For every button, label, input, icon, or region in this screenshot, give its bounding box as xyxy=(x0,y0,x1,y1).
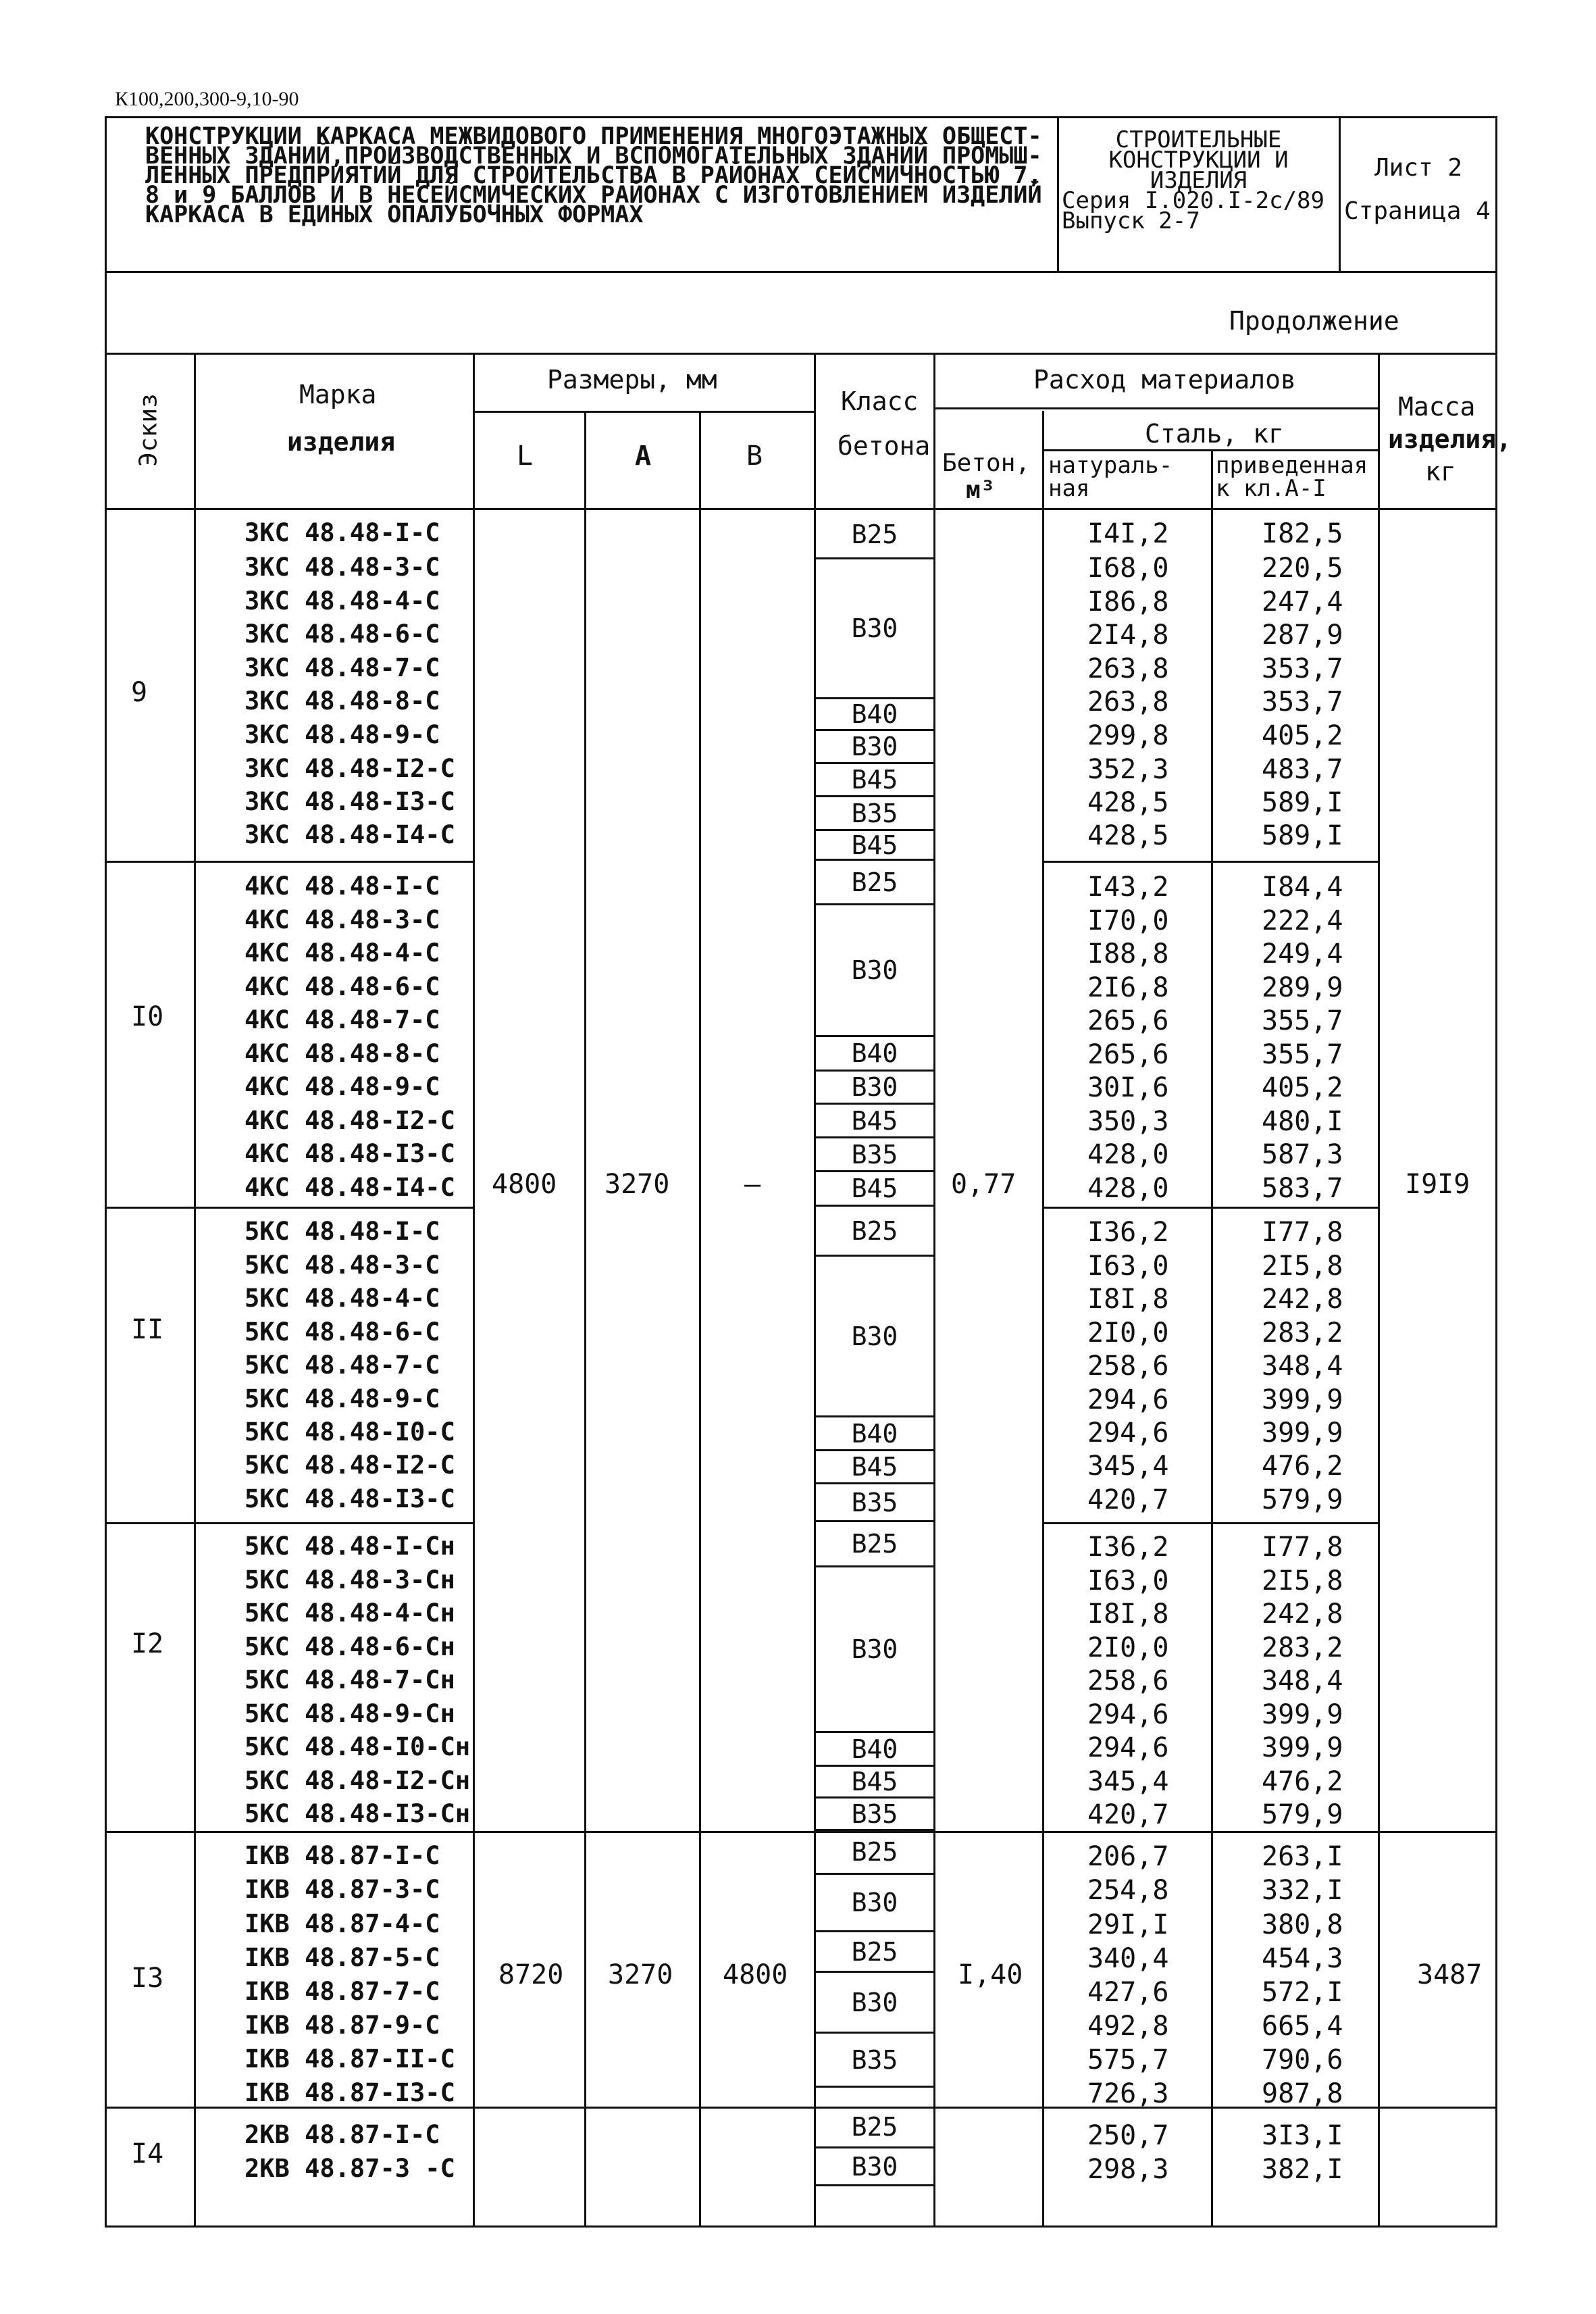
concrete-class-label: B25 xyxy=(851,1215,898,1246)
steel-natural-value: 420,7 xyxy=(1087,1484,1169,1515)
steel-reduced-value: 480,I xyxy=(1262,1106,1343,1137)
series-line: ИЗДЕЛИЯ xyxy=(1150,167,1247,194)
title-divider-2 xyxy=(1339,116,1341,273)
steel-natural-value: 294,6 xyxy=(1087,1732,1169,1763)
steel-natural-value: 428,0 xyxy=(1087,1173,1169,1204)
concrete-class-cell xyxy=(814,1172,935,1207)
product-mark: 4КС 48.48-4-С xyxy=(244,938,440,967)
steel-reduced-value: 348,4 xyxy=(1262,1351,1343,1382)
product-mark: 3КС 48.48-6-С xyxy=(244,620,440,649)
steel-reduced-value: 665,4 xyxy=(1262,2011,1343,2042)
product-mark: 2КВ 48.87-I-С xyxy=(244,2120,440,2149)
product-mark: 3КС 48.48-7-С xyxy=(244,653,440,682)
width-value: 3270 xyxy=(608,1959,673,1990)
steel-reduced-value: 247,4 xyxy=(1262,586,1343,618)
col-line xyxy=(473,353,475,2228)
concrete-class-label: B30 xyxy=(851,1987,898,2017)
steel-natural-value: 575,7 xyxy=(1087,2044,1169,2076)
steel-reduced-value: 220,5 xyxy=(1262,553,1343,584)
steel-reduced-value: 2I5,8 xyxy=(1262,1565,1343,1596)
concrete-class-cell xyxy=(814,1932,935,1973)
series-line: СТРОИТЕЛЬНЫЕ xyxy=(1115,126,1282,153)
product-mark: 3КС 48.48-3-С xyxy=(244,553,440,582)
steel-reduced-value: 382,I xyxy=(1262,2154,1343,2185)
group-separator xyxy=(105,861,473,863)
sheet-label: Лист 2 xyxy=(1374,154,1463,182)
steel-natural-value: 29I,I xyxy=(1087,1909,1169,1940)
concrete-class-label: B25 xyxy=(851,520,898,549)
concrete-class-cell xyxy=(814,2107,935,2148)
length-value: 4800 xyxy=(492,1169,557,1200)
header-bottom-line xyxy=(105,508,1497,510)
header-sketch: Эскиз xyxy=(134,393,163,467)
steel-reduced-value: 589,I xyxy=(1262,787,1343,818)
product-mark: 4КС 48.48-I4-С xyxy=(244,1173,455,1202)
header-class: Класс xyxy=(841,386,919,416)
product-mark: 3КС 48.48-9-С xyxy=(244,720,440,749)
steel-reduced-value: 283,2 xyxy=(1262,1632,1343,1663)
steel-natural-value: I63,0 xyxy=(1087,1565,1169,1596)
concrete-class-label: B30 xyxy=(851,955,898,985)
header-steel: Сталь, кг xyxy=(1145,419,1284,449)
header-concrete: Бетон, xyxy=(942,449,1031,477)
steel-reduced-value: 355,7 xyxy=(1262,1039,1343,1070)
concrete-class-cell xyxy=(814,797,935,831)
concrete-class-label: B30 xyxy=(851,1634,898,1664)
product-mark: 4КС 48.48-I2-С xyxy=(244,1106,455,1135)
group-separator xyxy=(105,1522,473,1524)
steel-natural-value: 294,6 xyxy=(1087,1384,1169,1415)
product-mark: 5КС 48.48-4-Сн xyxy=(244,1599,455,1628)
concrete-class-cell xyxy=(814,1767,935,1799)
header-concrete-unit: м³ xyxy=(966,476,996,504)
concrete-class-label: B45 xyxy=(851,1174,898,1203)
header-sizes: Размеры, мм xyxy=(547,365,717,395)
steel-reduced-value: 289,9 xyxy=(1262,972,1343,1003)
title-divider-1 xyxy=(1057,116,1059,273)
steel-reduced-value: 454,3 xyxy=(1262,1943,1343,1974)
title-line: ЛЕННЫХ ПРЕДПРИЯТИЙ ДЛЯ СТРОИТЕЛЬСТВА В РАЙОНАХ СЕЙСМИЧНОСТЬЮ 7, xyxy=(145,162,1042,189)
height-value: 4800 xyxy=(723,1959,788,1990)
product-mark: 5КС 48.48-4-С xyxy=(244,1284,440,1313)
header-B: B xyxy=(746,441,763,472)
product-mark: 5КС 48.48-9-С xyxy=(244,1384,440,1413)
product-mark: 5КС 48.48-3-С xyxy=(244,1251,440,1280)
product-mark: 5КС 48.48-6-С xyxy=(244,1317,440,1347)
concrete-class-cell xyxy=(814,831,935,861)
steel-reduced-value: 405,2 xyxy=(1262,1072,1343,1103)
product-mark: IКВ 48.87-I3-С xyxy=(244,2078,455,2107)
series-line: КОНСТРУКЦИИ И xyxy=(1108,147,1289,174)
product-mark: 3КС 48.48-I2-С xyxy=(244,754,455,783)
steel-natural-value: 250,7 xyxy=(1087,2120,1169,2151)
concrete-class-cell xyxy=(814,1037,935,1072)
group-separator xyxy=(1042,1207,1378,1209)
steel-natural-value: 427,6 xyxy=(1087,1977,1169,2008)
steel-reduced-value: 399,9 xyxy=(1262,1384,1343,1415)
steel-natural-value: 258,6 xyxy=(1087,1351,1169,1382)
concrete-class-label: B25 xyxy=(851,1529,898,1559)
concrete-class-cell xyxy=(814,511,935,559)
concrete-class-label: B40 xyxy=(851,1418,898,1449)
length-value: 8720 xyxy=(498,1959,564,1990)
title-line: КОНСТРУКЦИИ КАРКАСА МЕЖВИДОВОГО ПРИМЕНЕНИЯ МНОГОЭТАЖНЫХ ОБЩЕСТ- xyxy=(145,123,1042,150)
steel-reduced-value: 287,9 xyxy=(1262,620,1343,651)
steel-reduced-value: 583,7 xyxy=(1262,1173,1343,1204)
issue-number: Выпуск 2-7 xyxy=(1062,207,1200,234)
col-line xyxy=(1378,353,1380,2228)
product-mark: 4КС 48.48-6-С xyxy=(244,972,440,1001)
steel-natural-value: 206,7 xyxy=(1087,1841,1169,1872)
product-mark: IКВ 48.87-7-С xyxy=(244,1977,440,2006)
steel-natural-value: I63,0 xyxy=(1087,1251,1169,1282)
header-sub-line xyxy=(473,411,814,413)
product-mark: IКВ 48.87-5-С xyxy=(244,1943,440,1972)
steel-reduced-value: 589,I xyxy=(1262,820,1343,851)
product-mark: 5КС 48.48-I3-Сн xyxy=(244,1799,471,1828)
product-mark: 2КВ 48.87-3 -С xyxy=(244,2154,455,2183)
steel-natural-value: 350,3 xyxy=(1087,1106,1169,1137)
concrete-class-label: B40 xyxy=(851,1734,898,1764)
steel-reduced-value: I84,4 xyxy=(1262,872,1343,903)
product-mark: 5КС 48.48-I2-С xyxy=(244,1451,455,1480)
steel-reduced-value: 283,2 xyxy=(1262,1317,1343,1349)
header-natural: натураль- xyxy=(1048,452,1173,479)
steel-reduced-value: 399,9 xyxy=(1262,1699,1343,1730)
col-line xyxy=(194,353,196,2228)
product-mark: 4КС 48.48-8-С xyxy=(244,1039,440,1068)
concrete-class-label: B40 xyxy=(851,1038,898,1068)
product-mark: 4КС 48.48-I-С xyxy=(244,872,440,901)
sketch-label: I2 xyxy=(131,1628,164,1659)
concrete-volume: I,40 xyxy=(958,1959,1023,1990)
steel-reduced-value: I77,8 xyxy=(1262,1532,1343,1563)
concrete-class-label: B45 xyxy=(851,1105,898,1136)
col-line xyxy=(1042,411,1044,2228)
concrete-class-cell xyxy=(814,1484,935,1522)
steel-reduced-value: 263,I xyxy=(1262,1841,1343,1872)
steel-natural-value: 30I,6 xyxy=(1087,1072,1169,1103)
concrete-class-label: B40 xyxy=(851,699,898,729)
concrete-class-label: B35 xyxy=(851,1799,898,1829)
steel-natural-value: 352,3 xyxy=(1087,754,1169,785)
concrete-class-cell xyxy=(814,1831,935,1875)
concrete-class-cell xyxy=(814,731,935,764)
header-top-line xyxy=(105,353,1497,355)
product-mark: 5КС 48.48-I-Сн xyxy=(244,1532,455,1561)
steel-natural-value: 294,6 xyxy=(1087,1417,1169,1449)
header-mass: Масса xyxy=(1398,392,1476,422)
header-sub-line xyxy=(1042,449,1378,451)
concrete-class-cell xyxy=(814,1973,935,2034)
frame-bottom xyxy=(105,2225,1497,2228)
steel-reduced-value: 353,7 xyxy=(1262,686,1343,718)
concrete-class-label: B30 xyxy=(851,1888,898,1917)
concrete-class-label: B30 xyxy=(851,732,898,761)
header-reduced: приведенная xyxy=(1216,452,1368,479)
concrete-class-label: B30 xyxy=(851,1321,898,1351)
concrete-class-label: B30 xyxy=(851,1072,898,1102)
steel-reduced-value: 348,4 xyxy=(1262,1665,1343,1696)
steel-reduced-value: 579,9 xyxy=(1262,1799,1343,1830)
concrete-class-cell xyxy=(814,905,935,1037)
steel-reduced-value: 579,9 xyxy=(1262,1484,1343,1515)
title-line: ВЕННЫХ ЗДАНИЙ,ПРОИЗВОДСТВЕННЫХ И ВСПОМОГАТЕЛЬНЫХ ЗДАНИЙ ПРОМЫШ- xyxy=(145,143,1042,170)
col-line xyxy=(584,411,586,2228)
steel-natural-value: 345,4 xyxy=(1087,1766,1169,1797)
steel-natural-value: 428,0 xyxy=(1087,1139,1169,1170)
frame-right xyxy=(1495,273,1497,2228)
concrete-class-cell xyxy=(814,1072,935,1105)
product-mark: 3КС 48.48-I-С xyxy=(244,518,440,547)
steel-reduced-value: 3I3,I xyxy=(1262,2120,1343,2151)
steel-natural-value: I86,8 xyxy=(1087,586,1169,618)
product-mark: 5КС 48.48-9-Сн xyxy=(244,1699,455,1728)
concrete-class-cell xyxy=(814,1875,935,1932)
steel-natural-value: 420,7 xyxy=(1087,1799,1169,1830)
product-mark: IКВ 48.87-4-С xyxy=(244,1909,440,1938)
concrete-class-cell xyxy=(814,1799,935,1831)
steel-natural-value: 294,6 xyxy=(1087,1699,1169,1730)
sketch-label: I3 xyxy=(131,1963,164,1994)
group-separator xyxy=(1042,1522,1378,1524)
steel-reduced-value: 332,I xyxy=(1262,1875,1343,1906)
col-line xyxy=(699,411,701,2228)
product-mark: 4КС 48.48-3-С xyxy=(244,905,440,934)
document-code: К100,200,300-9,10-90 xyxy=(115,88,299,110)
concrete-class-cell xyxy=(814,1451,935,1484)
steel-natural-value: 340,4 xyxy=(1087,1943,1169,1974)
steel-reduced-value: 249,4 xyxy=(1262,938,1343,970)
steel-natural-value: I36,2 xyxy=(1087,1532,1169,1563)
product-mark: IКВ 48.87-3-С xyxy=(244,1875,440,1904)
concrete-class-cell xyxy=(814,1138,935,1172)
product-mark: 4КС 48.48-9-С xyxy=(244,1072,440,1101)
steel-reduced-value: 242,8 xyxy=(1262,1599,1343,1630)
concrete-class-label: B45 xyxy=(851,1767,898,1796)
header-mark: Марка xyxy=(299,380,377,409)
concrete-class-cell xyxy=(814,2148,935,2186)
steel-reduced-value: 987,8 xyxy=(1262,2078,1343,2109)
product-mark: 5КС 48.48-I0-Сн xyxy=(244,1732,471,1761)
frame-left xyxy=(105,273,107,2228)
concrete-class-label: B30 xyxy=(851,613,898,643)
product-mark: 5КС 48.48-I3-С xyxy=(244,1484,455,1513)
title-line: КАРКАСА В ЕДИНЫХ ОПАЛУБОЧНЫХ ФОРМАХ xyxy=(145,201,644,228)
concrete-class-cell xyxy=(814,1207,935,1257)
header-L: L xyxy=(517,441,534,472)
group-separator xyxy=(105,1207,473,1209)
steel-natural-value: 492,8 xyxy=(1087,2011,1169,2042)
concrete-class-cell xyxy=(814,764,935,797)
steel-reduced-value: 399,9 xyxy=(1262,1417,1343,1449)
steel-natural-value: 2I4,8 xyxy=(1087,620,1169,651)
steel-reduced-value: I77,8 xyxy=(1262,1217,1343,1248)
group-separator xyxy=(1042,861,1378,863)
header-consumption: Расход материалов xyxy=(1033,365,1296,395)
height-value: – xyxy=(744,1169,761,1200)
steel-reduced-value: I82,5 xyxy=(1262,518,1343,549)
steel-natural-value: 428,5 xyxy=(1087,820,1169,851)
document-title xyxy=(145,123,1042,228)
header-mass-2: изделия, xyxy=(1388,424,1512,454)
steel-natural-value: I43,2 xyxy=(1087,872,1169,903)
steel-reduced-value: 380,8 xyxy=(1262,1909,1343,1940)
steel-reduced-value: 483,7 xyxy=(1262,754,1343,785)
product-mark: 5КС 48.48-I2-Сн xyxy=(244,1766,471,1795)
series-number: Серия I.020.I-2с/89 xyxy=(1062,187,1324,214)
concrete-class-label: B45 xyxy=(851,830,898,860)
sketch-label: I4 xyxy=(131,2138,164,2169)
sketch-label: II xyxy=(131,1314,164,1345)
concrete-class-label: B45 xyxy=(851,1452,898,1482)
concrete-class-label: B25 xyxy=(851,2111,898,2142)
concrete-class-cell xyxy=(814,1257,935,1417)
product-mass: I9I9 xyxy=(1405,1169,1470,1200)
concrete-class-label: B30 xyxy=(851,2151,898,2182)
header-natural-2: ная xyxy=(1048,475,1090,502)
product-mark: 5КС 48.48-I-С xyxy=(244,1217,440,1246)
steel-natural-value: I68,0 xyxy=(1087,553,1169,584)
steel-natural-value: 299,8 xyxy=(1087,720,1169,751)
steel-natural-value: 2I0,0 xyxy=(1087,1632,1169,1663)
header-A: A xyxy=(635,441,652,472)
concrete-class-label: B25 xyxy=(851,1837,898,1867)
concrete-class-cell xyxy=(814,1733,935,1767)
concrete-class-label: B35 xyxy=(851,2044,898,2075)
product-mark: 4КС 48.48-7-С xyxy=(244,1005,440,1034)
header-mass-3: кг xyxy=(1425,457,1456,486)
concrete-class-label: B35 xyxy=(851,798,898,828)
steel-natural-value: I8I,8 xyxy=(1087,1599,1169,1630)
steel-reduced-value: 399,9 xyxy=(1262,1732,1343,1763)
product-mark: 3КС 48.48-8-С xyxy=(244,686,440,715)
header-sub-line xyxy=(933,407,1378,409)
continuation-label: Продолжение xyxy=(1229,306,1399,336)
product-mark: 3КС 48.48-I4-С xyxy=(244,820,455,849)
steel-natural-value: I36,2 xyxy=(1087,1217,1169,1248)
steel-reduced-value: 476,2 xyxy=(1262,1451,1343,1482)
title-line: 8 и 9 БАЛЛОВ И В НЕСЕЙСМИЧЕСКИХ РАЙОНАХ С ИЗГОТОВЛЕНИЕМ ИЗДЕЛИЙ xyxy=(145,182,1042,209)
header-mark-2: изделия xyxy=(287,427,396,457)
steel-natural-value: 2I0,0 xyxy=(1087,1317,1169,1349)
steel-reduced-value: 790,6 xyxy=(1262,2044,1343,2076)
concrete-class-label: B35 xyxy=(851,1139,898,1169)
product-mass: 3487 xyxy=(1417,1959,1483,1990)
concrete-class-cell xyxy=(814,2034,935,2088)
concrete-class-label: B35 xyxy=(851,1487,898,1517)
product-mark: 5КС 48.48-6-Сн xyxy=(244,1632,455,1661)
product-mark: 4КС 48.48-I3-С xyxy=(244,1139,455,1168)
series-block xyxy=(1062,126,1335,234)
product-mark: 3КС 48.48-4-С xyxy=(244,586,440,615)
steel-natural-value: 265,6 xyxy=(1087,1005,1169,1036)
sketch-label: I0 xyxy=(131,1001,164,1032)
steel-natural-value: 428,5 xyxy=(1087,787,1169,818)
concrete-class-cell xyxy=(814,699,935,731)
header-reduced-2: к кл.А-I xyxy=(1216,475,1327,502)
width-value: 3270 xyxy=(604,1169,670,1200)
header-class-2: бетона xyxy=(838,431,931,461)
steel-natural-value: 258,6 xyxy=(1087,1665,1169,1696)
steel-natural-value: 265,6 xyxy=(1087,1039,1169,1070)
steel-reduced-value: 572,I xyxy=(1262,1977,1343,2008)
steel-natural-value: I88,8 xyxy=(1087,938,1169,970)
product-mark: IКВ 48.87-9-С xyxy=(244,2011,440,2040)
steel-natural-value: 263,8 xyxy=(1087,686,1169,718)
steel-natural-value: I70,0 xyxy=(1087,905,1169,936)
product-mark: IКВ 48.87-II-С xyxy=(244,2044,455,2073)
concrete-class-label: B45 xyxy=(851,765,898,795)
concrete-class-cell xyxy=(814,1567,935,1733)
steel-reduced-value: 587,3 xyxy=(1262,1139,1343,1170)
steel-reduced-value: 242,8 xyxy=(1262,1284,1343,1315)
steel-natural-value: 254,8 xyxy=(1087,1875,1169,1906)
steel-reduced-value: 353,7 xyxy=(1262,653,1343,684)
concrete-class-cell xyxy=(814,559,935,699)
product-mark: 5КС 48.48-3-Сн xyxy=(244,1565,455,1594)
col-line xyxy=(1211,449,1213,2228)
page-label: Страница 4 xyxy=(1344,197,1491,225)
concrete-volume: 0,77 xyxy=(951,1169,1016,1200)
product-mark: 3КС 48.48-I3-С xyxy=(244,787,455,816)
steel-natural-value: 726,3 xyxy=(1087,2078,1169,2109)
steel-natural-value: I4I,2 xyxy=(1087,518,1169,549)
concrete-class-cell xyxy=(814,861,935,905)
concrete-class-label: B25 xyxy=(851,1936,898,1967)
concrete-class-cell xyxy=(814,1105,935,1138)
group-separator xyxy=(105,1831,1497,1833)
steel-reduced-value: 405,2 xyxy=(1262,720,1343,751)
product-mark: 5КС 48.48-7-Сн xyxy=(244,1665,455,1694)
concrete-class-cell xyxy=(814,1522,935,1567)
product-mark: 5КС 48.48-I0-С xyxy=(244,1417,455,1447)
steel-reduced-value: 476,2 xyxy=(1262,1766,1343,1797)
steel-natural-value: 345,4 xyxy=(1087,1451,1169,1482)
steel-reduced-value: 355,7 xyxy=(1262,1005,1343,1036)
steel-natural-value: 2I6,8 xyxy=(1087,972,1169,1003)
steel-natural-value: 298,3 xyxy=(1087,2154,1169,2185)
sketch-label: 9 xyxy=(131,677,148,708)
product-mark: IКВ 48.87-I-С xyxy=(244,1841,440,1870)
concrete-class-cell xyxy=(814,1417,935,1451)
steel-natural-value: I8I,8 xyxy=(1087,1284,1169,1315)
steel-reduced-value: 2I5,8 xyxy=(1262,1251,1343,1282)
steel-reduced-value: 222,4 xyxy=(1262,905,1343,936)
concrete-class-label: B25 xyxy=(851,867,898,897)
steel-natural-value: 263,8 xyxy=(1087,653,1169,684)
product-mark: 5КС 48.48-7-С xyxy=(244,1351,440,1380)
